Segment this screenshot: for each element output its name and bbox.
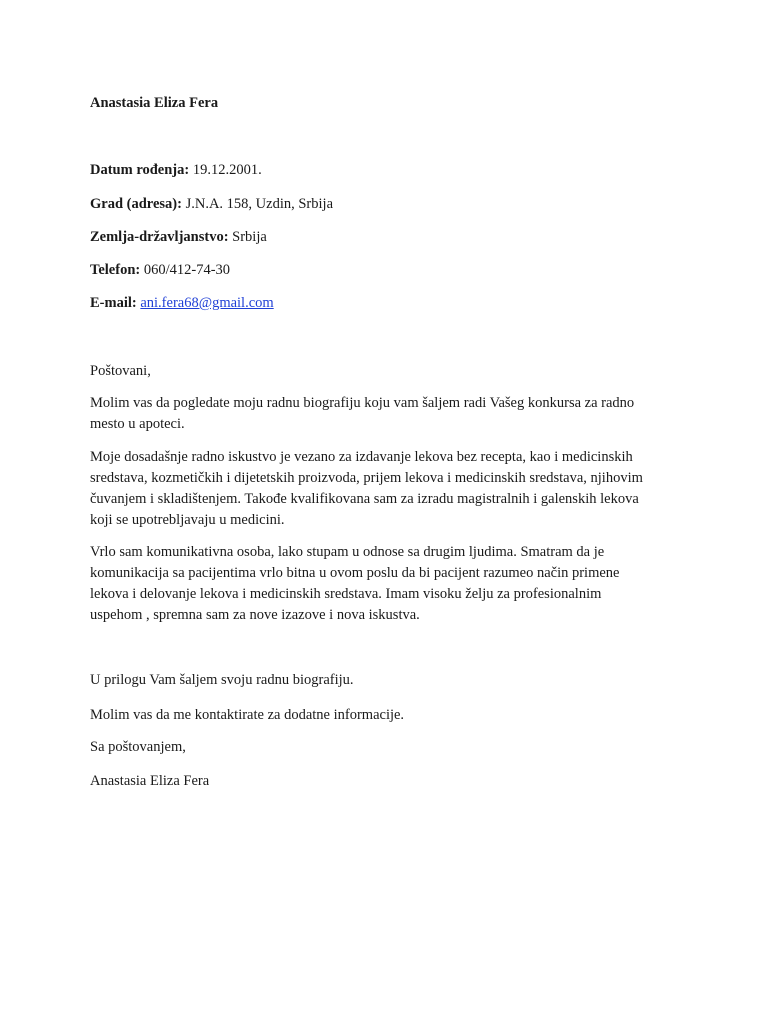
email-label: E-mail: xyxy=(90,295,137,311)
greeting: Poštovani, xyxy=(90,363,151,379)
phone-value: 060/412-74-30 xyxy=(140,262,231,278)
closing-phrase: Sa poštovanjem, xyxy=(90,739,186,755)
address-label: Grad (adresa): xyxy=(90,196,182,212)
phone-label: Telefon: xyxy=(90,262,141,278)
paragraph-experience xyxy=(90,447,686,531)
paragraph-communication xyxy=(90,542,686,626)
address-row xyxy=(90,195,333,213)
citizenship-value: Srbija xyxy=(228,229,267,245)
birth-date-label: Datum rođenja: xyxy=(90,162,190,178)
paragraph-line: Molim vas da pogledate moju radnu biografiju koju vam šaljem radi Vašeg konkursa za radno xyxy=(90,395,635,411)
birth-date-row xyxy=(90,161,262,179)
address-value: J.N.A. 158, Uzdin, Srbija xyxy=(181,196,334,212)
paragraph-line: koji se upotrebljavaju u medicini. xyxy=(90,512,285,528)
email-row xyxy=(90,294,274,312)
paragraph-line: čuvanjem i skladištenjem. Takođe kvalifikovana sam za izradu magistralnih i galenskih lekova xyxy=(90,491,639,507)
applicant-name-heading: Anastasia Eliza Fera xyxy=(90,95,219,111)
paragraph-line: komunikacija sa pacijentima vrlo bitna u ovom poslu da bi pacijent razumeo način primene xyxy=(90,565,620,581)
paragraph-line: Vrlo sam komunikativna osoba, lako stupam u odnose sa drugim ljudima. Smatram da je xyxy=(90,544,605,560)
attachment-sentence: U prilogu Vam šaljem svoju radnu biografiju. xyxy=(90,672,354,688)
citizenship-row xyxy=(90,228,267,246)
paragraph-application xyxy=(90,393,686,435)
paragraph-line: mesto u apoteci. xyxy=(90,416,185,432)
paragraph-line: lekova i delovanje lekova i medicinskih sredstava. Imam visoku želju za profesionalnim xyxy=(90,586,602,602)
phone-row xyxy=(90,261,230,279)
citizenship-label: Zemlja-državljanstvo: xyxy=(90,229,229,245)
email-link[interactable]: ani.fera68@gmail.com xyxy=(140,295,274,311)
paragraph-line: Moje dosadašnje radno iskustvo je vezano za izdavanje lekova bez recepta, kao i medicinskih xyxy=(90,449,633,465)
contact-sentence: Molim vas da me kontaktirate za dodatne informacije. xyxy=(90,707,405,723)
paragraph-line: sredstava, kozmetičkih i dijetetskih proizvoda, prijem lekova i medicinskih sredstava, njihovim xyxy=(90,470,643,486)
birth-date-value: 19.12.2001. xyxy=(189,162,262,178)
signature-name: Anastasia Eliza Fera xyxy=(90,773,210,789)
paragraph-line: uspehom , spremna sam za nove izazove i nova iskustva. xyxy=(90,607,420,623)
